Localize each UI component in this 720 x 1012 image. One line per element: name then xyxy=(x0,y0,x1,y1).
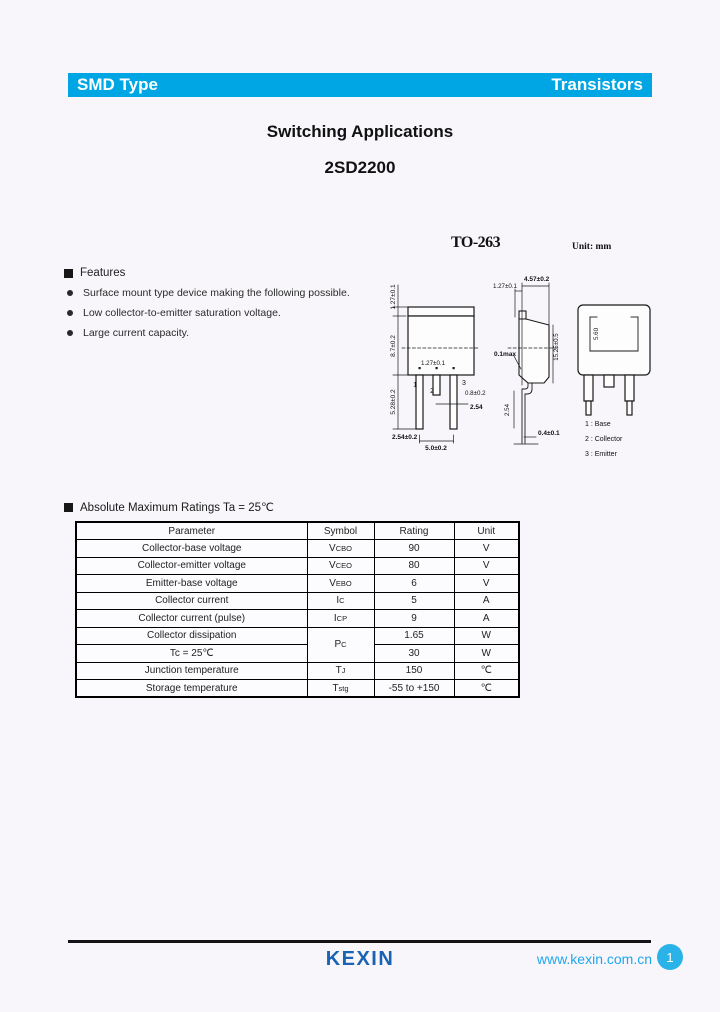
rating-cell: 1.65 xyxy=(374,627,454,645)
table-header-row xyxy=(76,522,519,540)
unit-cell: ℃ xyxy=(454,662,519,680)
feature-text: Low collector-to-emitter saturation voltage. xyxy=(83,307,281,319)
feature-item xyxy=(64,307,350,319)
side-view xyxy=(519,311,549,383)
part-number-title: 2SD2200 xyxy=(324,158,396,177)
ratings-heading-label: Absolute Maximum Ratings Ta = 25℃ xyxy=(80,502,274,514)
table-row xyxy=(76,645,519,663)
symbol-cell xyxy=(307,540,374,558)
feature-item xyxy=(64,287,350,299)
dim-front-pin-pitch: 2.54 xyxy=(470,404,483,411)
unit-cell: A xyxy=(454,592,519,610)
website-link[interactable]: www.kexin.com.cn xyxy=(536,951,652,967)
symbol-base: V xyxy=(329,542,336,554)
table-row xyxy=(76,610,519,628)
unit-cell: V xyxy=(454,575,519,593)
unit-cell: V xyxy=(454,557,519,575)
parameter-cell: Tc = 25℃ xyxy=(76,645,307,663)
dim-side-total-height: 15.25±0.5 xyxy=(553,333,560,361)
dim-side-body-depth: 4.57±0.2 xyxy=(524,276,550,283)
page-number-badge: 1 xyxy=(657,944,683,970)
dim-front-pin-offset: 1.27±0.1 xyxy=(421,360,446,367)
symbol-base: P xyxy=(334,639,342,650)
header-bar xyxy=(68,73,652,97)
features-heading xyxy=(64,267,350,279)
feature-text: Surface mount type device making the following possible. xyxy=(83,287,350,299)
dim-side-lead-thickness: 0.4±0.1 xyxy=(538,430,560,437)
pin-legend-collector: 2 : Collector xyxy=(585,436,623,443)
parameter-cell: Collector current (pulse) xyxy=(76,610,307,628)
symbol-base: T xyxy=(332,682,339,694)
symbol-cell xyxy=(307,662,374,680)
kexin-logo: KEXIN xyxy=(325,948,395,970)
symbol-cell xyxy=(307,680,374,698)
features-heading-label: Features xyxy=(80,267,126,279)
dim-front-lead-length: 5.28±0.2 xyxy=(390,389,397,415)
unit-cell: W xyxy=(454,627,519,645)
unit-cell: V xyxy=(454,540,519,558)
table-row xyxy=(76,557,519,575)
header-left-label: SMD Type xyxy=(77,75,158,94)
application-title: Switching Applications xyxy=(266,122,454,141)
header-right-label: Transistors xyxy=(551,75,643,94)
symbol-base: V xyxy=(329,560,336,572)
table-row xyxy=(76,592,519,610)
rating-cell: 150 xyxy=(374,662,454,680)
dim-side-standoff: 0.1max xyxy=(494,351,517,358)
package-drawing xyxy=(388,225,658,465)
unit-label: Unit: mm xyxy=(572,242,612,252)
unit-cell: A xyxy=(454,610,519,628)
parameter-cell: Collector-emitter voltage xyxy=(76,557,307,575)
symbol-sub: EBO xyxy=(335,578,352,588)
symbol-cell xyxy=(307,610,374,628)
symbol-base: T xyxy=(335,665,342,677)
table-row xyxy=(76,575,519,593)
pin-legend-base: 1 : Base xyxy=(585,421,611,428)
footer-divider xyxy=(68,940,651,943)
symbol-sub: CEO xyxy=(335,561,352,571)
symbol-cell xyxy=(307,627,374,662)
pin-number-1: 1 xyxy=(413,382,417,389)
square-bullet-icon xyxy=(64,269,73,278)
dim-side-lead-bend: 2.54 xyxy=(504,403,511,417)
back-view xyxy=(578,305,650,415)
symbol-sub: C xyxy=(341,640,347,649)
square-bullet-icon xyxy=(64,503,73,512)
table-row xyxy=(76,680,519,698)
circle-bullet-icon xyxy=(67,310,73,316)
package-name: TO-263 xyxy=(451,234,501,251)
symbol-sub: CP xyxy=(336,613,348,623)
circle-bullet-icon xyxy=(67,330,73,336)
rating-cell: 9 xyxy=(374,610,454,628)
symbol-sub: J xyxy=(341,666,346,676)
symbol-base: I xyxy=(333,612,337,624)
symbol-base: I xyxy=(336,595,340,607)
unit-cell: W xyxy=(454,645,519,663)
symbol-cell xyxy=(307,557,374,575)
symbol-sub: stg xyxy=(338,683,349,693)
dim-back-pad-width: 5.60 xyxy=(593,327,600,341)
table-row xyxy=(76,662,519,680)
parameter-cell: Junction temperature xyxy=(76,662,307,680)
symbol-sub: C xyxy=(339,596,345,606)
pin-number-2: 2 xyxy=(430,388,434,395)
dim-front-lead-edge: 2.54±0.2 xyxy=(392,434,418,441)
dim-front-tab-width: 5.0±0.2 xyxy=(425,445,447,452)
symbol-base: V xyxy=(329,577,336,589)
features-section xyxy=(64,267,350,339)
col-symbol: Symbol xyxy=(307,522,374,540)
parameter-cell: Collector dissipation xyxy=(76,627,307,645)
parameter-cell: Storage temperature xyxy=(76,680,307,698)
pin-legend-emitter: 3 : Emitter xyxy=(585,451,617,458)
circle-bullet-icon xyxy=(67,290,73,296)
rating-cell: 6 xyxy=(374,575,454,593)
dim-side-tab-thickness: 1.27±0.1 xyxy=(492,283,517,290)
parameter-cell: Collector current xyxy=(76,592,307,610)
parameter-cell: Collector-base voltage xyxy=(76,540,307,558)
rating-cell: -55 to +150 xyxy=(374,680,454,698)
dim-front-tab-height: 1.27±0.1 xyxy=(390,284,397,310)
table-row xyxy=(76,540,519,558)
feature-text: Large current capacity. xyxy=(83,327,190,339)
feature-item xyxy=(64,327,350,339)
parameter-cell: Emitter-base voltage xyxy=(76,575,307,593)
rating-cell: 80 xyxy=(374,557,454,575)
rating-cell: 90 xyxy=(374,540,454,558)
table-row xyxy=(76,627,519,645)
unit-cell: ℃ xyxy=(454,680,519,698)
ratings-heading xyxy=(64,500,274,514)
rating-cell: 30 xyxy=(374,645,454,663)
rating-cell: 5 xyxy=(374,592,454,610)
dim-front-body-height: 8.7±0.2 xyxy=(390,335,397,357)
front-view xyxy=(408,307,474,429)
col-rating: Rating xyxy=(374,522,454,540)
ratings-table xyxy=(75,521,520,698)
col-parameter: Parameter xyxy=(76,522,307,540)
dim-front-pin-width: 0.8±0.2 xyxy=(465,390,486,397)
col-unit: Unit xyxy=(454,522,519,540)
pin-number-3: 3 xyxy=(462,380,466,387)
symbol-cell xyxy=(307,592,374,610)
symbol-sub: CBO xyxy=(335,543,352,553)
symbol-cell xyxy=(307,575,374,593)
